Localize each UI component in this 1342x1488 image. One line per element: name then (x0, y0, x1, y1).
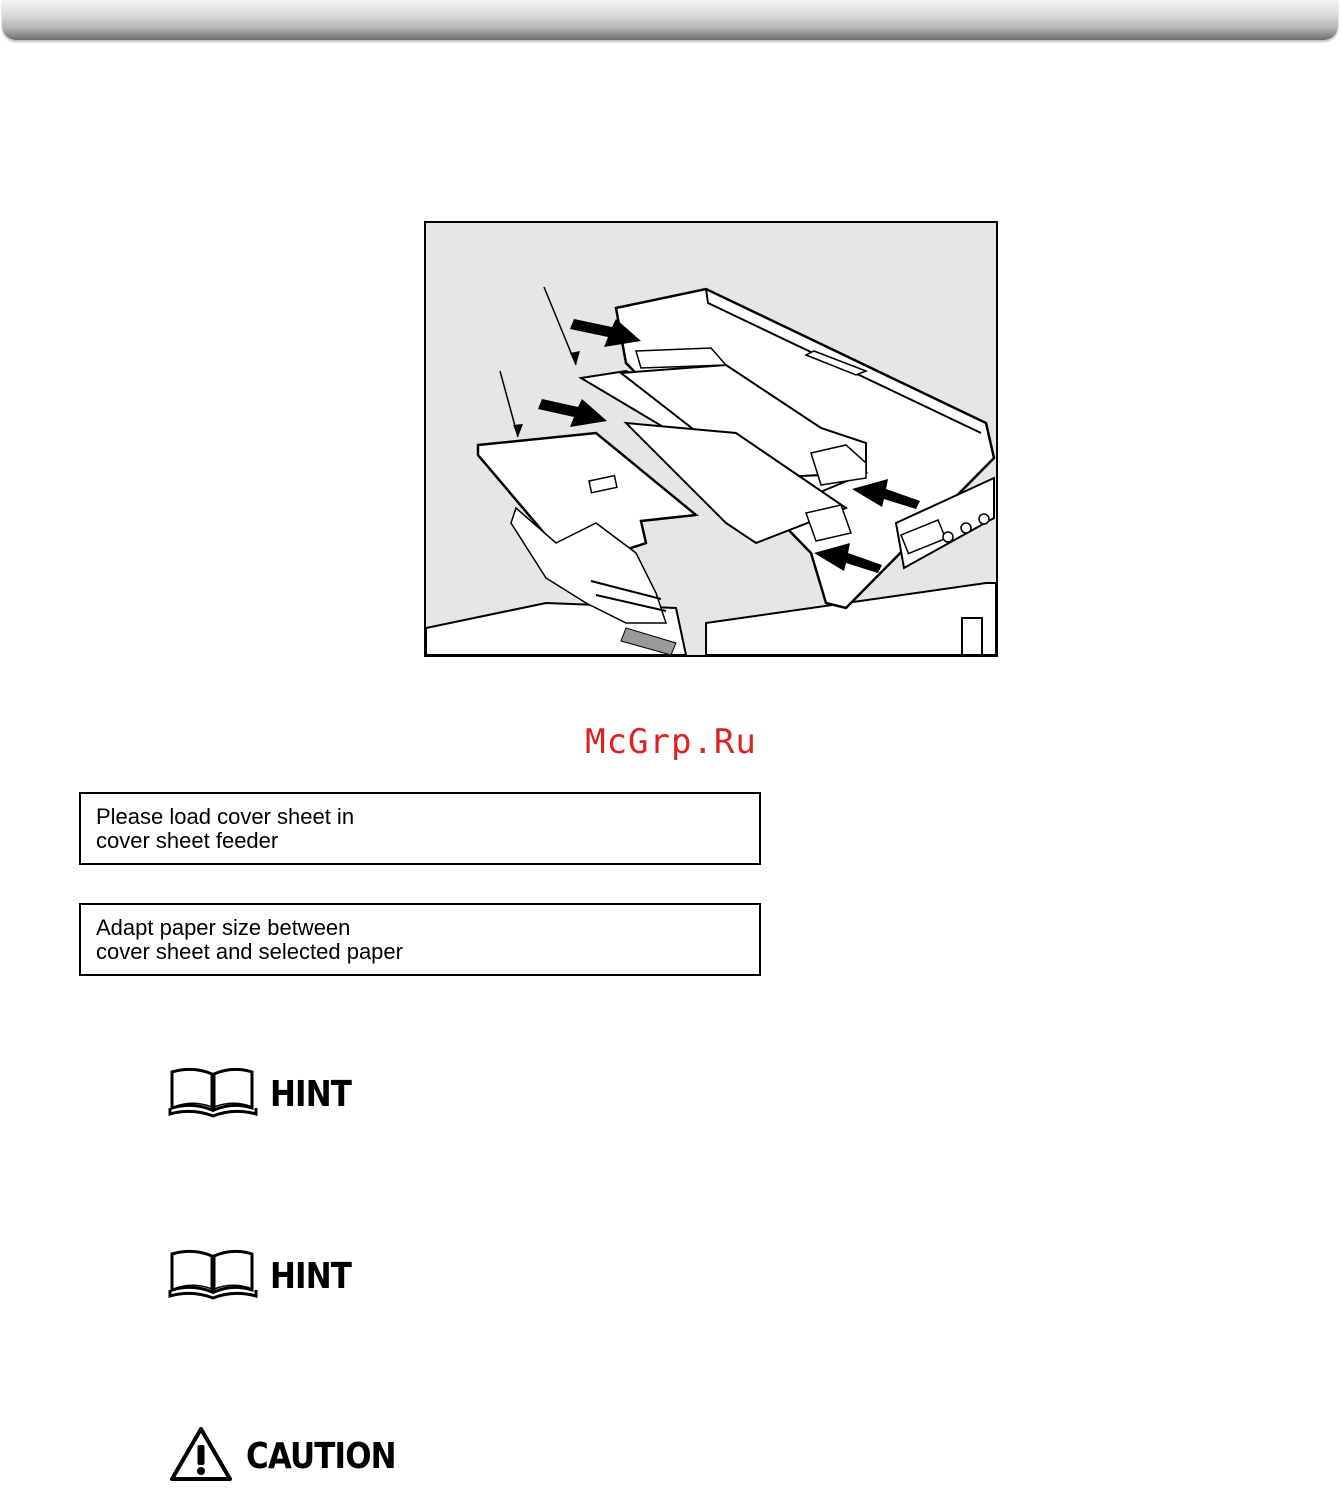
message-line: Please load cover sheet in (96, 804, 355, 829)
message-line: Adapt paper size between (96, 915, 351, 940)
book-icon (168, 1066, 258, 1123)
message-line: cover sheet and selected paper (96, 939, 403, 964)
hint-notice (168, 1248, 364, 1304)
header-bar (2, 0, 1338, 40)
hint-label: HINT (270, 1255, 352, 1297)
hint-label: HINT (270, 1073, 352, 1115)
cover-sheet-feeder-illustration (424, 221, 998, 657)
feeder-diagram (426, 223, 996, 655)
watermark: McGrp.Ru (585, 722, 757, 762)
caution-notice (168, 1428, 420, 1484)
warning-triangle-icon (168, 1425, 234, 1488)
hint-notice (168, 1066, 364, 1122)
caution-label: CAUTION (246, 1435, 396, 1477)
message-box-adapt-paper-size (79, 903, 761, 976)
message-line: cover sheet feeder (96, 828, 279, 853)
book-icon (168, 1248, 258, 1305)
message-box-load-cover-sheet (79, 792, 761, 865)
